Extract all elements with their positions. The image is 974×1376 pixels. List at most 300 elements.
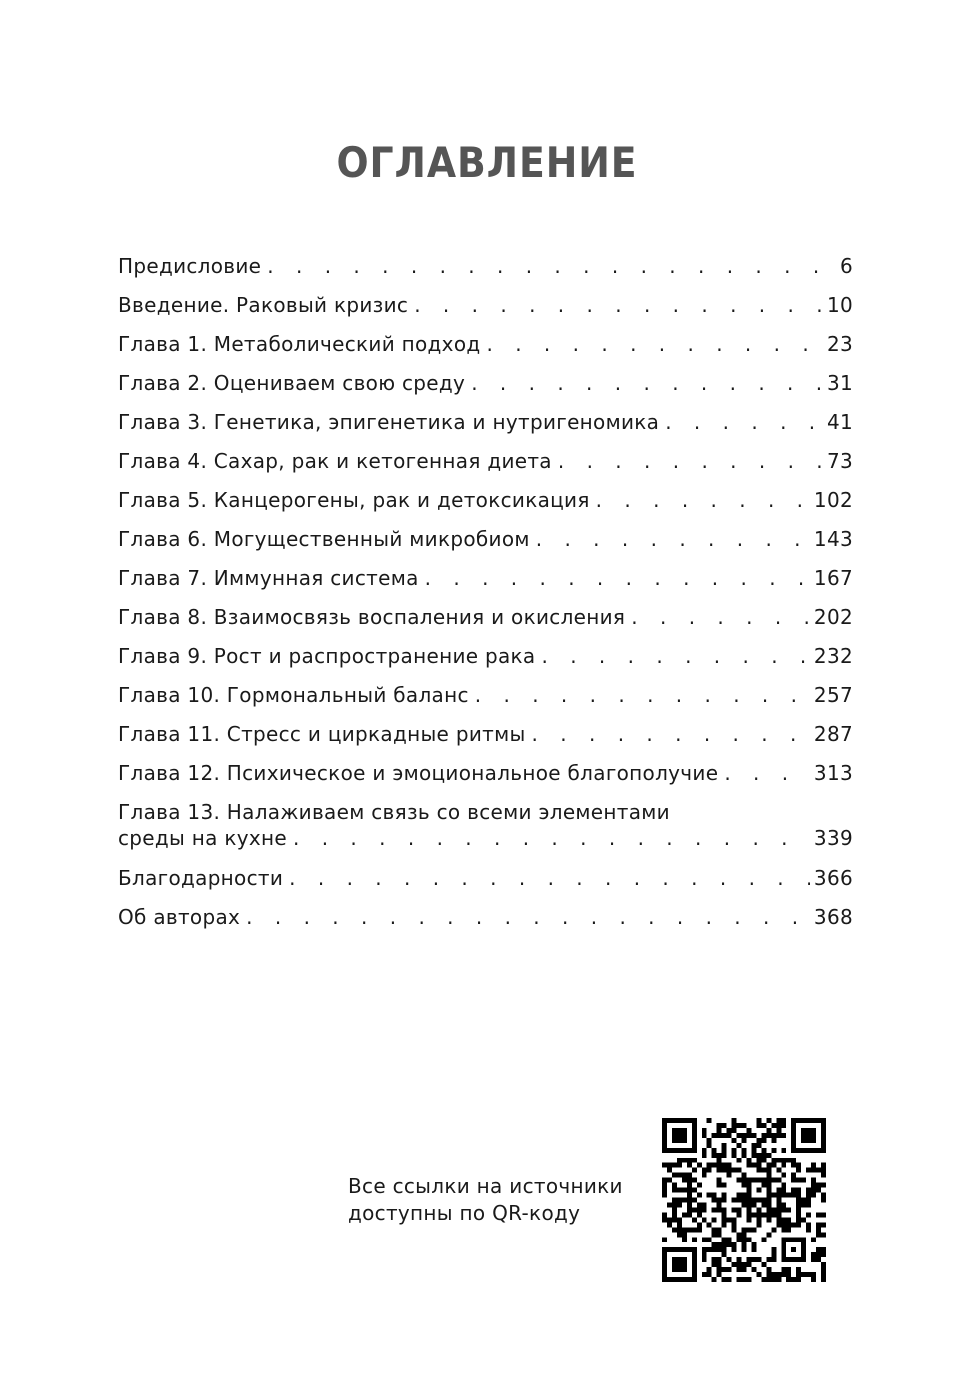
toc-page-number: 287	[813, 722, 853, 746]
toc-entry-chapter-5[interactable]	[118, 487, 853, 526]
qr-module	[766, 1173, 771, 1178]
qr-module	[692, 1237, 697, 1242]
qr-module	[771, 1252, 776, 1257]
qr-module	[766, 1163, 771, 1168]
qr-module	[756, 1272, 761, 1277]
qr-module	[761, 1212, 766, 1217]
qr-module	[717, 1242, 722, 1247]
qr-module	[677, 1163, 682, 1168]
qr-module	[742, 1242, 747, 1247]
qr-module	[732, 1217, 737, 1222]
qr-module	[771, 1138, 776, 1143]
toc-dot-leader	[408, 292, 823, 318]
qr-module	[677, 1222, 682, 1227]
qr-module	[816, 1232, 821, 1237]
qr-module	[776, 1193, 781, 1198]
toc-dot-leader	[536, 643, 810, 669]
qr-module	[756, 1222, 761, 1227]
qr-module	[702, 1272, 707, 1277]
toc-entry-title: Глава 12. Психическое и эмоциональное благополучие	[118, 761, 719, 785]
qr-module	[722, 1222, 727, 1227]
qr-module	[806, 1222, 811, 1227]
qr-module	[756, 1198, 761, 1203]
qr-module	[672, 1188, 677, 1193]
toc-entry-preface[interactable]	[118, 253, 853, 292]
toc-dot-leader	[590, 487, 810, 513]
qr-module	[766, 1267, 771, 1272]
qr-module	[796, 1168, 801, 1173]
qr-module	[717, 1207, 722, 1212]
qr-module	[727, 1277, 732, 1282]
qr-module	[697, 1207, 702, 1212]
qr-module	[786, 1207, 791, 1212]
qr-module	[746, 1158, 751, 1163]
qr-module	[727, 1267, 732, 1272]
qr-module	[746, 1217, 751, 1222]
qr-module	[707, 1272, 712, 1277]
qr-module	[756, 1138, 761, 1143]
qr-module	[692, 1217, 697, 1222]
qr-module	[811, 1272, 816, 1277]
toc-page-number: 23	[826, 332, 853, 356]
qr-module	[702, 1252, 707, 1257]
qr-module	[722, 1123, 727, 1128]
qr-module	[737, 1178, 742, 1183]
qr-module	[821, 1232, 826, 1237]
qr-module	[712, 1262, 717, 1267]
qr-module	[682, 1173, 687, 1178]
qr-module	[742, 1198, 747, 1203]
qr-module	[786, 1158, 791, 1163]
toc-entry-chapter-3[interactable]	[118, 409, 853, 448]
qr-module	[677, 1227, 682, 1232]
toc-dot-leader	[283, 865, 810, 891]
qr-module	[771, 1133, 776, 1138]
toc-entry-introduction[interactable]	[118, 292, 853, 331]
toc-entry-title: Глава 5. Канцерогены, рак и детоксикация	[118, 488, 590, 512]
qr-module	[771, 1158, 776, 1163]
qr-module	[761, 1148, 766, 1153]
qr-module	[816, 1257, 821, 1262]
qr-module	[732, 1227, 737, 1232]
qr-module	[746, 1178, 751, 1183]
qr-module	[761, 1237, 766, 1242]
toc-page-number: 102	[813, 488, 853, 512]
qr-module	[727, 1168, 732, 1173]
qr-module	[746, 1128, 751, 1133]
qr-module	[737, 1207, 742, 1212]
qr-module	[742, 1138, 747, 1143]
qr-module	[821, 1163, 826, 1168]
qr-module	[796, 1277, 801, 1282]
qr-module	[682, 1188, 687, 1193]
qr-module	[722, 1237, 727, 1242]
toc-page-number: 202	[813, 605, 853, 629]
qr-module	[672, 1198, 677, 1203]
qr-module	[722, 1163, 727, 1168]
qr-module	[727, 1242, 732, 1247]
qr-module	[717, 1158, 722, 1163]
qr-module	[687, 1158, 692, 1163]
qr-module	[712, 1163, 717, 1168]
qr-module	[746, 1133, 751, 1138]
toc-entry-chapter-10[interactable]	[118, 682, 853, 721]
qr-module	[732, 1247, 737, 1252]
qr-module	[712, 1232, 717, 1237]
qr-module	[712, 1198, 717, 1203]
qr-module	[737, 1212, 742, 1217]
qr-module	[737, 1193, 742, 1198]
qr-module	[776, 1158, 781, 1163]
toc-entry-title: Глава 6. Могущественный микробиом	[118, 527, 530, 551]
qr-module	[732, 1148, 737, 1153]
qr-module	[682, 1237, 687, 1242]
qr-module	[811, 1193, 816, 1198]
qr-module	[791, 1173, 796, 1178]
qr-module	[702, 1133, 707, 1138]
qr-module	[791, 1277, 796, 1282]
qr-module	[756, 1212, 761, 1217]
qr-module	[722, 1247, 727, 1252]
qr-module	[722, 1143, 727, 1148]
qr-module	[771, 1193, 776, 1198]
qr-module	[746, 1202, 751, 1207]
qr-module	[776, 1123, 781, 1128]
qr-module	[776, 1212, 781, 1217]
qr-module	[742, 1202, 747, 1207]
qr-module	[697, 1227, 702, 1232]
qr-module	[737, 1123, 742, 1128]
qr-module	[751, 1247, 756, 1252]
toc-entry-title: Глава 10. Гормональный баланс	[118, 683, 469, 707]
qr-module	[761, 1153, 766, 1158]
qr-module	[776, 1222, 781, 1227]
qr-module	[746, 1277, 751, 1282]
qr-module	[717, 1202, 722, 1207]
qr-module	[791, 1188, 796, 1193]
qr-module	[662, 1183, 667, 1188]
qr-module	[692, 1168, 697, 1173]
toc-entry-chapter-9[interactable]	[118, 643, 853, 682]
qr-module	[781, 1133, 786, 1138]
qr-module	[806, 1227, 811, 1232]
toc-entry-chapter-4[interactable]	[118, 448, 853, 487]
qr-module	[761, 1198, 766, 1203]
qr-module	[717, 1232, 722, 1237]
qr-module	[672, 1207, 677, 1212]
qr-module	[677, 1202, 682, 1207]
qr-module	[742, 1178, 747, 1183]
qr-module	[766, 1133, 771, 1138]
qr-module	[722, 1242, 727, 1247]
qr-module	[717, 1183, 722, 1188]
qr-module	[722, 1193, 727, 1198]
qr-module	[746, 1207, 751, 1212]
qr-note-line-2: доступны по QR-коду	[348, 1201, 581, 1225]
qr-module	[732, 1207, 737, 1212]
qr-module	[761, 1158, 766, 1163]
qr-module	[766, 1178, 771, 1183]
qr-module	[801, 1198, 806, 1203]
qr-module	[776, 1217, 781, 1222]
qr-module	[727, 1217, 732, 1222]
qr-module	[751, 1257, 756, 1262]
qr-module	[756, 1163, 761, 1168]
qr-module	[692, 1188, 697, 1193]
toc-entry-chapter-2[interactable]	[118, 370, 853, 409]
qr-module	[816, 1252, 821, 1257]
toc-dot-leader	[625, 604, 810, 630]
toc-entry-title: Глава 4. Сахар, рак и кетогенная диета	[118, 449, 552, 473]
qr-module	[821, 1252, 826, 1257]
qr-module	[796, 1217, 801, 1222]
qr-module	[712, 1247, 717, 1252]
qr-module	[662, 1237, 667, 1242]
qr-module	[697, 1202, 702, 1207]
qr-module	[717, 1247, 722, 1252]
toc-dot-leader	[240, 904, 810, 930]
qr-module	[687, 1212, 692, 1217]
qr-module	[821, 1222, 826, 1227]
qr-module	[717, 1153, 722, 1158]
qr-module	[667, 1222, 672, 1227]
qr-module	[732, 1262, 737, 1267]
qr-module	[722, 1277, 727, 1282]
toc-entry-title: Глава 1. Метаболический подход	[118, 332, 481, 356]
qr-module	[811, 1237, 816, 1242]
qr-module	[821, 1262, 826, 1267]
qr-module	[707, 1247, 712, 1252]
qr-module	[727, 1173, 732, 1178]
qr-module	[781, 1202, 786, 1207]
qr-module	[737, 1277, 742, 1282]
toc-entry-acknowledgements[interactable]	[118, 865, 853, 904]
toc-entry-chapter-13[interactable]	[118, 799, 853, 865]
toc-page-number: 31	[826, 371, 853, 395]
qr-module	[717, 1163, 722, 1168]
qr-module	[692, 1198, 697, 1203]
qr-module	[746, 1198, 751, 1203]
qr-module	[737, 1267, 742, 1272]
qr-module	[801, 1217, 806, 1222]
qr-module	[786, 1227, 791, 1232]
qr-module	[816, 1247, 821, 1252]
qr-module	[781, 1267, 786, 1272]
qr-module	[667, 1163, 672, 1168]
qr-module	[791, 1222, 796, 1227]
qr-module	[766, 1153, 771, 1158]
toc-entry-title: Предисловие	[118, 254, 262, 278]
qr-module	[776, 1128, 781, 1133]
qr-module	[796, 1202, 801, 1207]
qr-module	[742, 1193, 747, 1198]
qr-module	[682, 1212, 687, 1217]
qr-module	[702, 1128, 707, 1133]
qr-module	[712, 1257, 717, 1262]
qr-module	[766, 1277, 771, 1282]
qr-module	[687, 1202, 692, 1207]
qr-module	[791, 1178, 796, 1183]
qr-module	[756, 1123, 761, 1128]
qr-module	[737, 1143, 742, 1148]
qr-module	[796, 1267, 801, 1272]
qr-module	[751, 1267, 756, 1272]
qr-module	[707, 1163, 712, 1168]
qr-code-icon[interactable]	[662, 1118, 826, 1282]
toc-dot-leader	[481, 331, 823, 357]
qr-module	[707, 1222, 712, 1227]
qr-module	[722, 1207, 727, 1212]
qr-module	[667, 1202, 672, 1207]
qr-module	[766, 1193, 771, 1198]
qr-module	[761, 1133, 766, 1138]
qr-module	[766, 1202, 771, 1207]
qr-module	[687, 1188, 692, 1193]
qr-module	[801, 1202, 806, 1207]
toc-entry-chapter-8[interactable]	[118, 604, 853, 643]
qr-module	[707, 1168, 712, 1173]
qr-module	[811, 1178, 816, 1183]
qr-module	[732, 1138, 737, 1143]
qr-module	[722, 1168, 727, 1173]
toc-page-number: 6	[839, 254, 853, 278]
toc-entry-chapter-1[interactable]	[118, 331, 853, 370]
qr-module	[751, 1148, 756, 1153]
qr-module	[732, 1242, 737, 1247]
qr-module	[761, 1202, 766, 1207]
qr-module	[811, 1277, 816, 1282]
toc-page-number: 41	[826, 410, 853, 434]
qr-module	[742, 1123, 747, 1128]
qr-module	[751, 1198, 756, 1203]
qr-module	[732, 1128, 737, 1133]
qr-module	[742, 1148, 747, 1153]
qr-module	[697, 1222, 702, 1227]
qr-module	[722, 1252, 727, 1257]
qr-module	[737, 1237, 742, 1242]
qr-module	[687, 1207, 692, 1212]
qr-module	[697, 1193, 702, 1198]
qr-module	[712, 1227, 717, 1232]
qr-module	[781, 1227, 786, 1232]
qr-module	[801, 1272, 806, 1277]
qr-module	[672, 1202, 677, 1207]
toc-page-number: 257	[813, 683, 853, 707]
qr-module	[682, 1198, 687, 1203]
qr-module	[722, 1153, 727, 1158]
toc-entry-chapter-11[interactable]	[118, 721, 853, 760]
qr-module	[667, 1178, 672, 1183]
toc-entry-title: Глава 9. Рост и распространение рака	[118, 644, 536, 668]
toc-entry-title: Об авторах	[118, 905, 241, 929]
qr-module	[672, 1212, 677, 1217]
qr-module	[756, 1158, 761, 1163]
qr-module	[771, 1123, 776, 1128]
qr-module	[667, 1168, 672, 1173]
qr-module	[717, 1168, 722, 1173]
qr-module	[751, 1242, 756, 1247]
toc-page-number: 10	[826, 293, 853, 317]
qr-module	[677, 1188, 682, 1193]
qr-module	[722, 1183, 727, 1188]
qr-module	[781, 1183, 786, 1188]
qr-module	[672, 1227, 677, 1232]
qr-module	[737, 1262, 742, 1267]
qr-module	[727, 1163, 732, 1168]
qr-module	[776, 1272, 781, 1277]
qr-module	[776, 1277, 781, 1282]
qr-module	[746, 1163, 751, 1168]
qr-module	[821, 1198, 826, 1203]
qr-module	[781, 1148, 786, 1153]
qr-module	[742, 1153, 747, 1158]
qr-module	[697, 1163, 702, 1168]
qr-module	[737, 1198, 742, 1203]
toc-dot-leader	[526, 721, 810, 747]
qr-module	[821, 1168, 826, 1173]
qr-module	[746, 1212, 751, 1217]
qr-module	[727, 1237, 732, 1242]
toc-dot-leader	[530, 526, 810, 552]
qr-module	[811, 1257, 816, 1262]
toc-entry-chapter-6[interactable]	[118, 526, 853, 565]
qr-module	[796, 1178, 801, 1183]
qr-module	[811, 1188, 816, 1193]
qr-module	[761, 1178, 766, 1183]
qr-module	[717, 1257, 722, 1262]
qr-module	[771, 1163, 776, 1168]
qr-module	[712, 1133, 717, 1138]
qr-module	[781, 1173, 786, 1178]
qr-module	[687, 1183, 692, 1188]
qr-module	[766, 1168, 771, 1173]
toc-entry-title: Глава 8. Взаимосвязь воспаления и окисления	[118, 605, 626, 629]
qr-module	[751, 1227, 756, 1232]
qr-module	[712, 1148, 717, 1153]
qr-module	[727, 1133, 732, 1138]
qr-module	[806, 1198, 811, 1203]
qr-module	[751, 1202, 756, 1207]
qr-module	[781, 1193, 786, 1198]
qr-module	[732, 1168, 737, 1173]
qr-module	[791, 1158, 796, 1163]
qr-module	[756, 1153, 761, 1158]
table-of-contents	[118, 253, 853, 943]
qr-module	[742, 1173, 747, 1178]
qr-module	[662, 1163, 667, 1168]
toc-entry-title: Глава 11. Стресс и циркадные ритмы	[118, 722, 526, 746]
toc-entry-about-authors[interactable]	[118, 904, 853, 943]
qr-module	[771, 1178, 776, 1183]
qr-module	[766, 1128, 771, 1133]
qr-module	[702, 1202, 707, 1207]
qr-module	[816, 1183, 821, 1188]
qr-module	[722, 1217, 727, 1222]
qr-module	[781, 1123, 786, 1128]
qr-module	[742, 1267, 747, 1272]
toc-entry-chapter-12[interactable]	[118, 760, 853, 799]
qr-module	[722, 1198, 727, 1203]
qr-module	[821, 1173, 826, 1178]
qr-module	[742, 1232, 747, 1237]
toc-entry-chapter-7[interactable]	[118, 565, 853, 604]
qr-module	[727, 1257, 732, 1262]
qr-module	[712, 1217, 717, 1222]
qr-module	[771, 1207, 776, 1212]
qr-module	[746, 1227, 751, 1232]
qr-module	[712, 1193, 717, 1198]
qr-module	[722, 1212, 727, 1217]
